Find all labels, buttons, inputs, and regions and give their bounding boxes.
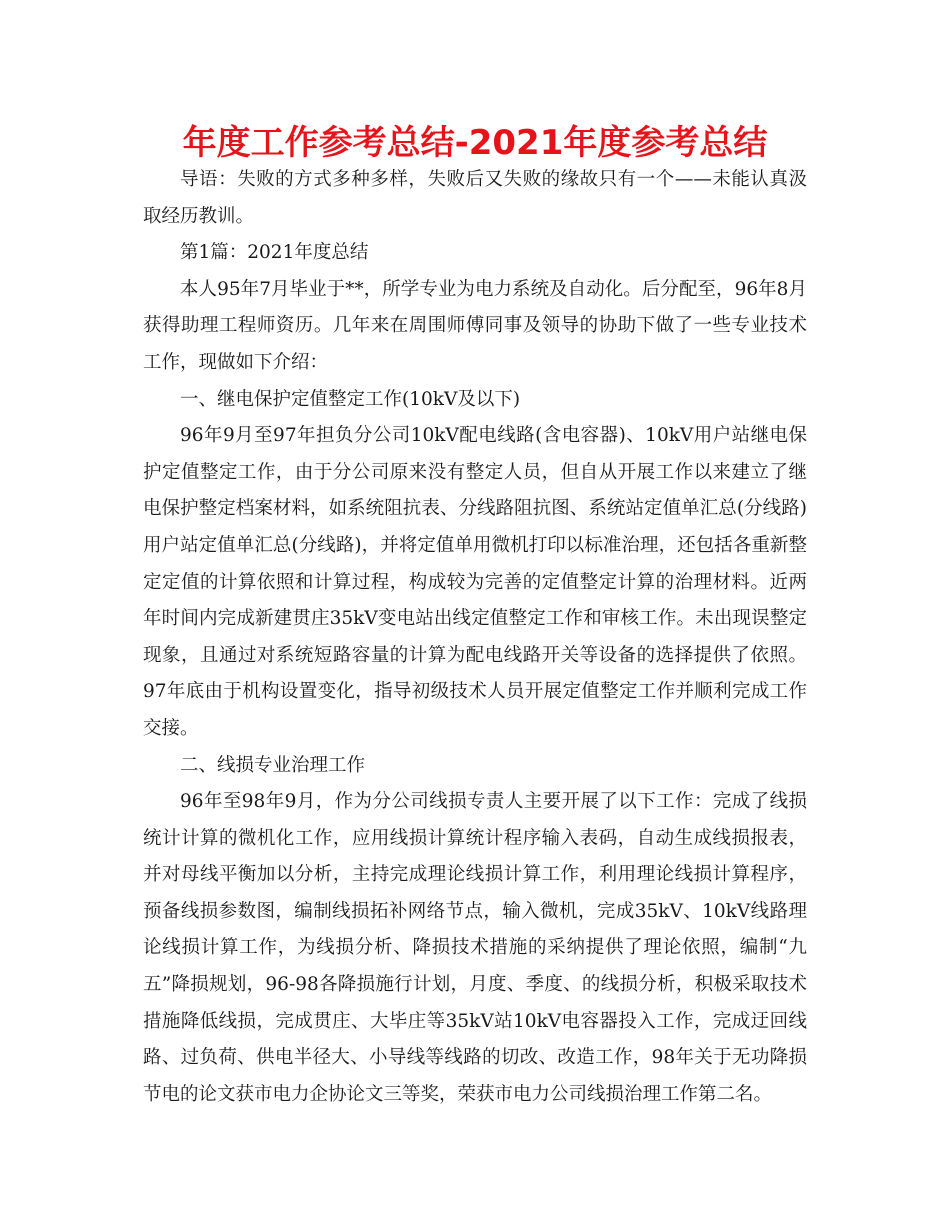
document-title: 年度工作参考总结-2021年度参考总结	[182, 123, 768, 163]
document-body	[143, 162, 807, 1113]
section-heading: 第1篇：2021年度总结	[180, 242, 369, 264]
body-paragraph: 本人95年7月毕业于**，所学专业为电力系统及自动化。后分配至，96年8月获得助理工程师资历。几年来在周围师傅同事及领导的协助下做了一些专业技术工作，现做如下介绍：	[143, 278, 807, 373]
intro-paragraph: 导语：失败的方式多种多样，失败后又失败的缘故只有一个——未能认真汲取经历教训。	[143, 169, 807, 227]
body-paragraph: 96年9月至97年担负分公司10kV配电线路(含电容器)、10kV用户站继电保护定值整定工作，由于分公司原来没有整定人员，但自从开展工作以来建立了继电保护整定档案材料，如系统阻抗表、分线路阻抗图、系统站定值单汇总(分线路)用户站定值单汇总(分线路)，并将定值单用微机打印以标准治理，还包括各重新整定定值的计算依照和计算过程，构成较为完善的定值整定计算的治理材料。近两年时间内完成新建贯庄35kV变电站出线定值整定工作和审核工作。未出现误整定现象，且通过对系统短路容量的计算为配电线路开关等设备的选择提供了依照。97年底由于机构设置变化，指导初级技术人员开展定值整定工作并顺利完成工作交接。	[143, 425, 807, 739]
section-heading: 一、继电保护定值整定工作(10kV及以下)	[180, 388, 521, 410]
section-heading: 二、线损专业治理工作	[180, 754, 366, 776]
body-paragraph: 96年至98年9月，作为分公司线损专责人主要开展了以下工作：完成了线损统计计算的微机化工作，应用线损计算统计程序输入表码，自动生成线损报表，并对母线平衡加以分析，主持完成理论线损计算工作，利用理论线损计算程序，预备线损参数图，编制线损拓补网络节点，输入微机，完成35kV、10kV线路理论线损计算工作，为线损分析、降损技术措施的采纳提供了理论依照，编制“九五”降损规划，96-98各降损施行计划，月度、季度、的线损分析，积极采取技术措施降低线损，完成贯庄、大毕庄等35kV站10kV电容器投入工作，完成迂回线路、过负荷、供电半径大、小导线等线路的切改、改造工作，98年关于无功降损节电的论文获市电力企协论文三等奖，荣获市电力公司线损治理工作第二名。	[143, 791, 807, 1105]
